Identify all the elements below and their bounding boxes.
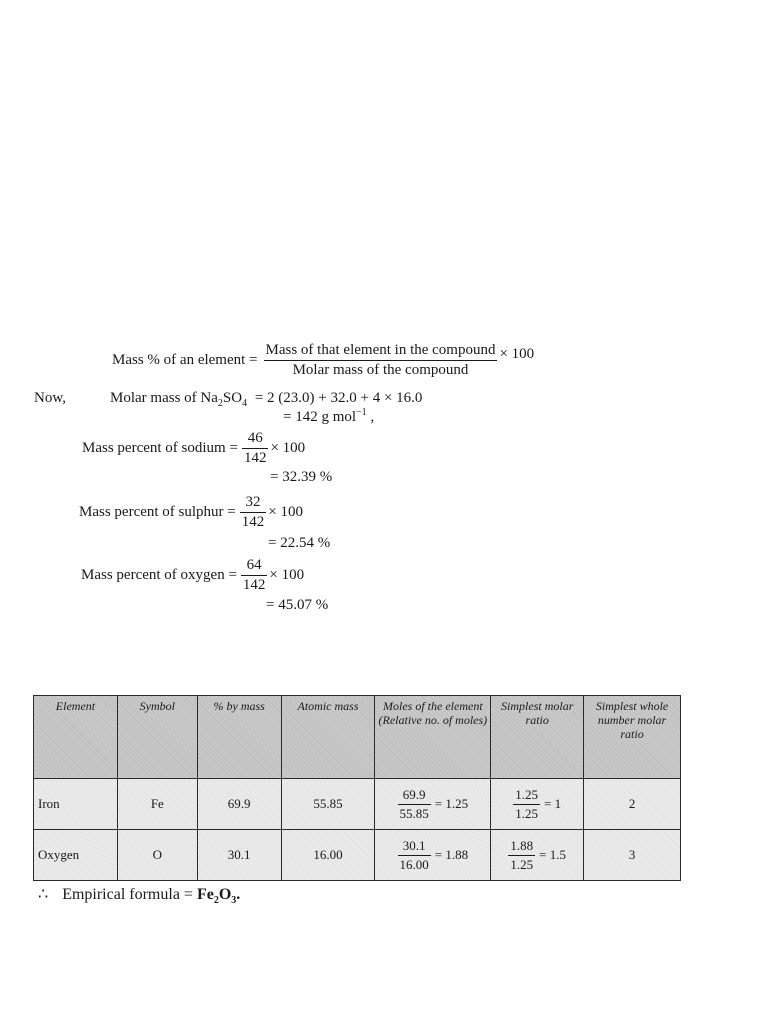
sodium-result: = 32.39 % [270, 469, 333, 485]
molar-mass-line: Molar mass of $Na_2SO_4 = 2$ (23.0) + 32.0 + 4 × 16.0 [110, 390, 423, 409]
sodium-equation: Mass percent of sodium = $\frac{46}{142}$ × 100 [82, 430, 306, 466]
cell-mass-percent: 69.9 [197, 779, 281, 830]
cell-atomic-mass: 55.85 [281, 779, 375, 830]
cell-element: Oxygen [34, 830, 118, 881]
formula-numerator: Mass of that element in the compound [264, 342, 498, 361]
cell-symbol: Fe [117, 779, 197, 830]
formula-fraction [264, 342, 498, 379]
cell-moles: $\frac{30.1}{16.00}$ = 1.88 [375, 830, 491, 881]
header-mass-percent: % by mass [197, 696, 281, 779]
cell-element: Iron [34, 779, 118, 830]
header-symbol: Symbol [117, 696, 197, 779]
cell-simplest-ratio: $\frac{1.25}{1.25}$ = 1 [491, 779, 584, 830]
cell-whole-ratio: 2 [584, 779, 681, 830]
oxygen-result: = 45.07 % [266, 597, 329, 613]
table-header-row [34, 696, 681, 779]
empirical-formula-conclusion: ∴ Empirical formula = $Fe_2O_3$. [38, 886, 241, 907]
cell-moles: $\frac{69.9}{55.85}$ = 1.25 [375, 779, 491, 830]
oxygen-equation: Mass percent of oxygen = $\frac{64}{142}$ × 100 [81, 557, 305, 593]
cell-whole-ratio: 3 [584, 830, 681, 881]
cell-atomic-mass: 16.00 [281, 830, 375, 881]
table-row [34, 779, 681, 830]
header-atomic-mass: Atomic mass [281, 696, 375, 779]
molar-mass-result: = 142 g mol$^{-1}$ , [283, 407, 375, 425]
mass-percent-formula [112, 342, 534, 379]
header-element: Element [34, 696, 118, 779]
empirical-formula: $Fe_2O_3$. [196, 886, 241, 907]
header-moles: Moles of the element (Relative no. of moles) [375, 696, 491, 779]
header-whole-ratio: Simplest whole number molar ratio [584, 696, 681, 779]
empirical-formula-table [33, 695, 681, 881]
cell-symbol: O [117, 830, 197, 881]
table-row [34, 830, 681, 881]
cell-mass-percent: 30.1 [197, 830, 281, 881]
now-label: Now, [34, 390, 66, 406]
formula-denominator: Molar mass of the compound [292, 362, 469, 378]
therefore-symbol: ∴ [38, 886, 49, 903]
cell-simplest-ratio: $\frac{1.88}{1.25}$ = 1.5 [491, 830, 584, 881]
sulphur-equation: Mass percent of sulphur = $\frac{32}{142}$ × 100 [79, 494, 303, 530]
formula-multiplier: × 100 [499, 346, 535, 362]
header-simplest-ratio: Simplest molar ratio [491, 696, 584, 779]
formula-lhs: Mass % of an element = [112, 352, 258, 368]
sulphur-result: = 22.54 % [268, 535, 331, 551]
